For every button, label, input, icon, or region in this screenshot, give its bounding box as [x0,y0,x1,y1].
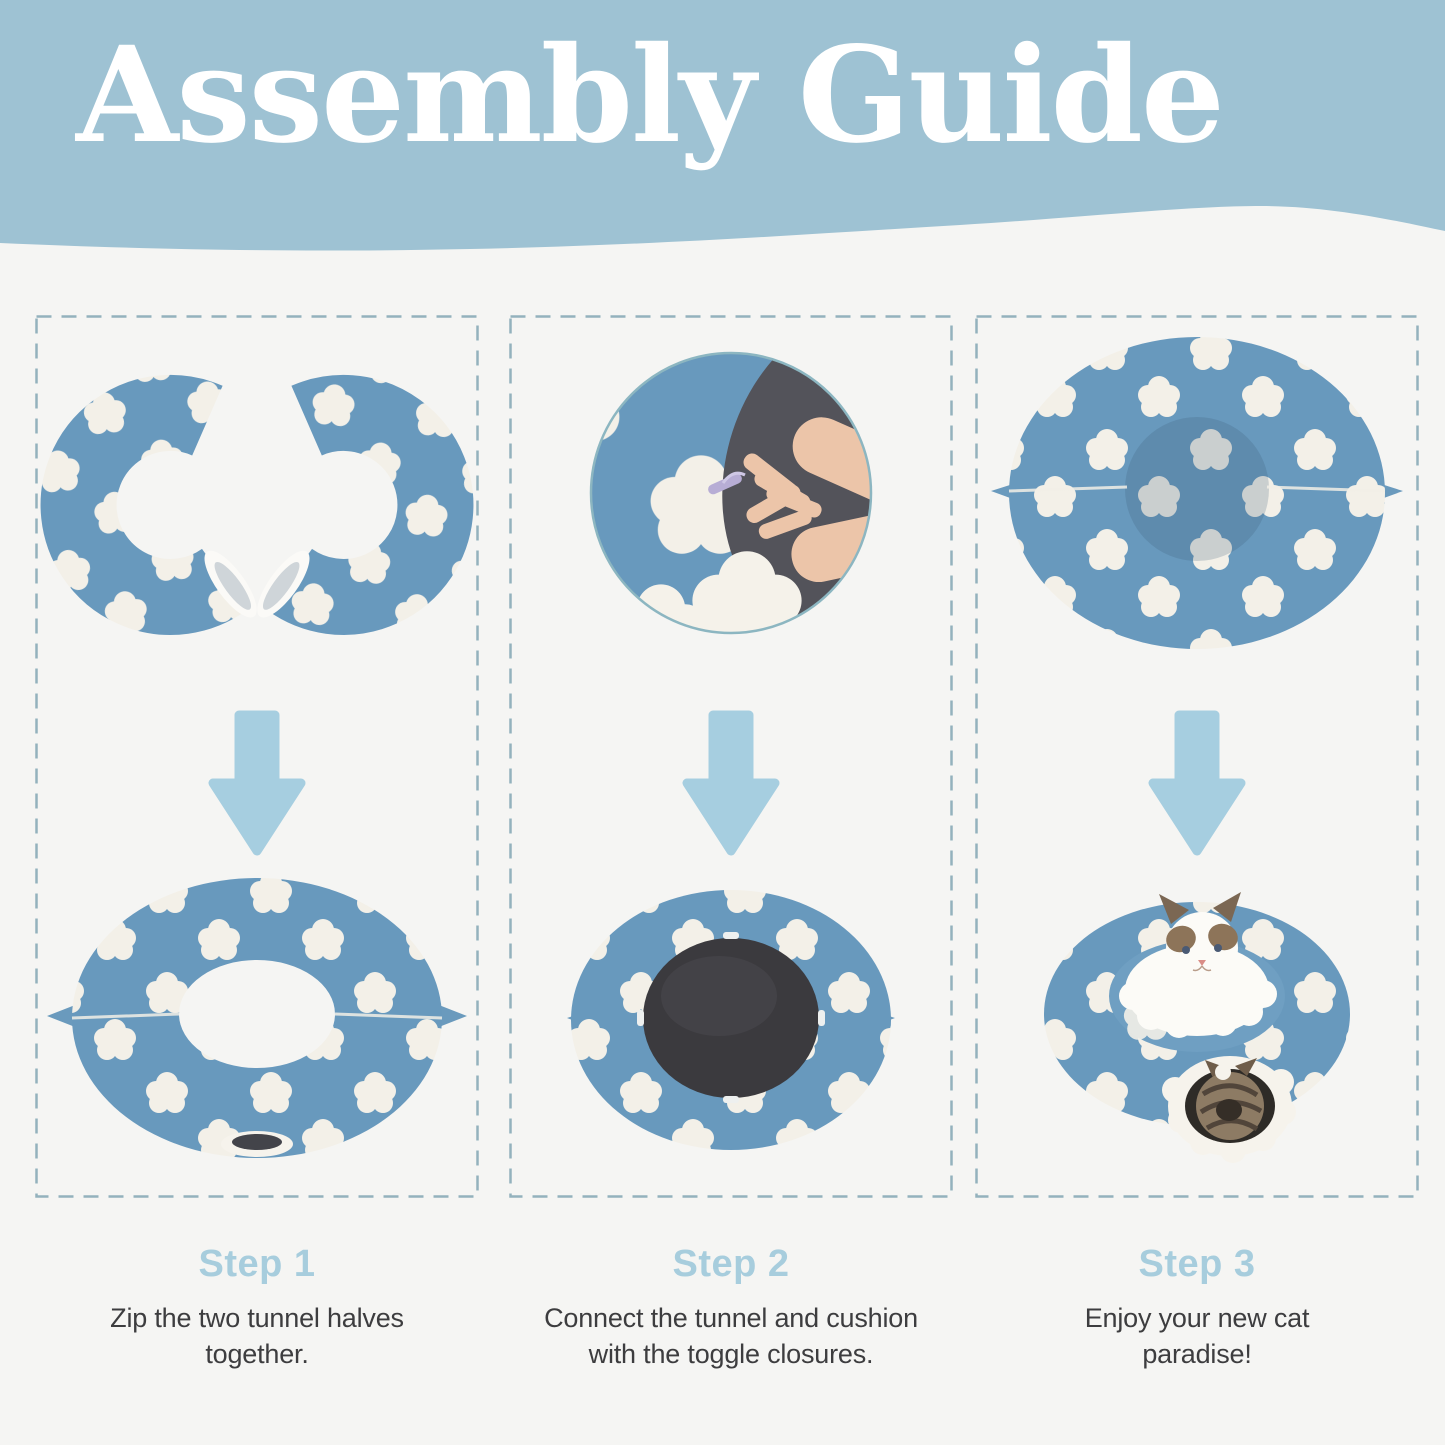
step-1-panel [35,315,479,1198]
step-2-panel [509,315,953,1198]
step-label: Step 2 [672,1243,790,1285]
down-arrow-icon [1153,715,1241,851]
assembled-donut-illustration [991,337,1403,649]
pompom-toy [1215,1064,1231,1080]
step-3-caption [975,1243,1419,1373]
step-label: Step 3 [1138,1243,1256,1285]
step-3-panel [975,315,1419,1198]
step-description: Zip the two tunnel halves together. [110,1303,404,1370]
tunnel-halves-illustration [69,405,444,641]
zipped-tunnel-ring-illustration [47,878,467,1158]
tunnel-with-cushion-illustration [567,890,895,1150]
step-description: Enjoy your new cat paradise! [1084,1303,1310,1370]
header-banner [0,0,1445,300]
step-2-caption [509,1243,953,1373]
step-1-caption [35,1243,479,1373]
page-title: Assembly Guide [76,18,1223,173]
toggle-closure-closeup-photo [591,315,953,676]
cat-bed-with-cats-illustration [1044,892,1350,1163]
step-label: Step 1 [198,1243,316,1285]
down-arrow-icon [687,715,775,851]
step-description: Connect the tunnel and cushion with the toggle closures. [544,1303,918,1370]
down-arrow-icon [213,715,301,851]
